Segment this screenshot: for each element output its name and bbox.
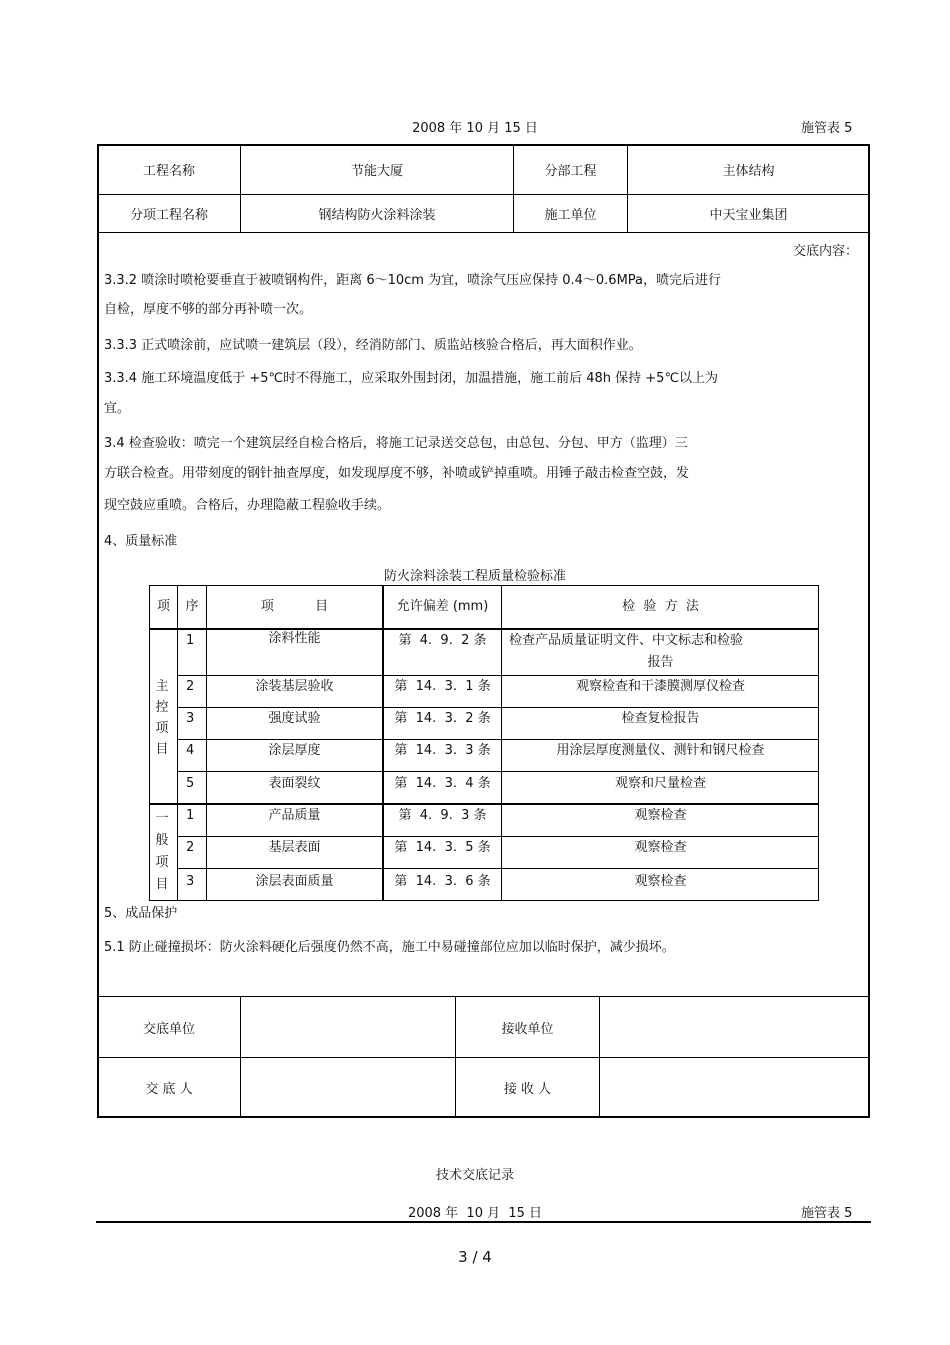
para-3-3-2-line2: 自检，厚度不够的部分再补喷一次。: [104, 302, 313, 317]
qt-row-method: 观察检查和干漆膜测厚仪检查: [575, 679, 745, 694]
qt-row-line: [177, 771, 819, 772]
receiver-unit-label: 接收单位: [501, 1021, 554, 1037]
page-number: 3 / 4: [458, 1248, 492, 1266]
qt-row-seq: 1: [186, 808, 195, 823]
form-number: 施管表 5: [801, 121, 853, 136]
qt-row-line: [177, 836, 819, 837]
qt-row-seq: 2: [186, 679, 195, 694]
qt-header-name: 项 目: [260, 599, 329, 614]
receiver-field[interactable]: [600, 1058, 869, 1117]
para-3-3-4-line1: 3.3.4 施工环境温度低于 +5℃时不得施工，应采取外围封闭，加温措施，施工前后 48h 保持 +5℃以上为: [104, 371, 719, 386]
qt-row-line: [177, 675, 819, 676]
para-3-4-line1: 3.4 检查验收：喷完一个建筑层经自检合格后，将施工记录送交总包，由总包、分包、甲方（监理）三: [104, 436, 688, 451]
qt-row-line: [177, 707, 819, 708]
qt-row-seq: 3: [186, 874, 195, 889]
qt-row-seq: 3: [186, 711, 195, 726]
qt-row-line: [149, 803, 819, 805]
row-divider: [98, 232, 869, 233]
qt-row-tolerance: 第 14. 3. 3 条: [394, 743, 491, 758]
qt-row-tolerance: 第 14. 3. 1 条: [394, 679, 491, 694]
para-3-3-3: 3.3.3 正式喷涂前，应试喷一建筑层（段），经消防部门、质监站核验合格后，再大面积作业。: [104, 338, 642, 353]
footer-form-number: 施管表 5: [801, 1206, 853, 1221]
para-3-4-line2: 方联合检查。用带刻度的钢针抽查厚度，如发现厚度不够，补喷或铲掉重喷。用锤子敲击检查空鼓，发: [104, 466, 690, 481]
receiver-unit-field[interactable]: [600, 997, 869, 1057]
qt-row-method: 检查产品质量证明文件、中文标志和检验: [509, 633, 744, 648]
issuer-unit-field[interactable]: [241, 997, 455, 1057]
qt-row-method: 用涂层厚度测量仪、测针和钢尺检查: [556, 743, 765, 758]
qt-row-name: 涂层厚度: [268, 743, 321, 758]
qt-row-line: [177, 868, 819, 869]
subitem-value: 钢结构防火涂料涂装: [318, 208, 436, 223]
qt-row-line: [177, 739, 819, 740]
para-5-1: 5.1 防止碰撞损坏：防火涂料硬化后强度仍然不高，施工中易碰撞部位应加以临时保护，减少损坏。: [104, 940, 675, 955]
issuer-unit-label: 交底单位: [142, 1021, 195, 1037]
qt-row-name: 基层表面: [268, 840, 321, 855]
qt-row-name: 产品质量: [268, 808, 321, 823]
section-5-heading: 5、成品保护: [104, 906, 178, 921]
qt-row-name: 强度试验: [268, 711, 321, 726]
qt-row-method-cont: 报告: [647, 655, 674, 670]
project-name-label: 工程名称: [142, 164, 195, 179]
content-label: 交底内容：: [793, 244, 859, 259]
footer-title: 技术交底记录: [435, 1168, 514, 1183]
qt-row-method: 观察和尺量检查: [614, 776, 706, 791]
qt-col-line: [177, 585, 178, 901]
group-main-control: 主控项目: [155, 679, 169, 757]
contractor-value: 中天宝业集团: [709, 208, 788, 223]
qt-header-method: 检 验 方 法: [622, 599, 699, 614]
issuer-label: 交 底 人: [145, 1082, 193, 1097]
qt-row-seq: 1: [186, 633, 195, 648]
qt-row-name: 表面裂纹: [268, 776, 321, 791]
division-label: 分部工程: [544, 164, 597, 179]
table-title: 防火涂料涂装工程质量检验标准: [383, 569, 566, 584]
qt-row-name: 涂层表面质量: [255, 874, 334, 889]
division-value: 主体结构: [722, 164, 775, 179]
qt-row-seq: 4: [186, 743, 195, 758]
footer-rule: [96, 1221, 871, 1223]
qt-row-tolerance: 第 14. 3. 4 条: [394, 776, 491, 791]
qt-row-seq: 5: [186, 776, 195, 791]
qt-row-method: 观察检查: [634, 874, 687, 889]
contractor-label: 施工单位: [544, 208, 597, 223]
qt-row-method: 检查复检报告: [621, 711, 700, 726]
qt-row-tolerance: 第 4. 9. 3 条: [398, 808, 487, 823]
project-name-value: 节能大厦: [350, 164, 403, 179]
receiver-label: 接 收 人: [503, 1082, 552, 1097]
qt-row-seq: 2: [186, 840, 195, 855]
para-3-3-4-line2: 宜。: [104, 401, 131, 416]
group-general: 一般项目: [155, 811, 169, 892]
qt-row-method: 观察检查: [634, 808, 687, 823]
qt-row-name: 涂料性能: [268, 631, 321, 646]
qt-header-item: 项: [156, 599, 170, 614]
qt-header-seq: 序: [185, 599, 199, 614]
qt-row-name: 涂装基层验收: [255, 679, 334, 694]
para-3-4-line3: 现空鼓应重喷。合格后，办理隐蔽工程验收手续。: [104, 498, 391, 513]
record-date: 2008 年 10 月 15 日: [412, 121, 538, 136]
footer-date: 2008 年 10 月 15 日: [407, 1206, 543, 1221]
section-4-heading: 4、质量标准: [104, 534, 178, 549]
qt-row-tolerance: 第 14. 3. 5 条: [394, 840, 491, 855]
qt-row-tolerance: 第 14. 3. 6 条: [394, 874, 491, 889]
para-3-3-2-line1: 3.3.2 喷涂时喷枪要垂直于被喷钢构件，距离 6～10cm 为宜，喷涂气压应保持 0.4～0.6MPa，喷完后进行: [104, 273, 722, 288]
qt-header-tolerance: 允许偏差 (mm): [396, 599, 489, 614]
subitem-label: 分项工程名称: [129, 208, 208, 223]
qt-row-tolerance: 第 4. 9. 2 条: [398, 633, 487, 648]
qt-row-method: 观察检查: [634, 840, 687, 855]
issuer-field[interactable]: [241, 1058, 455, 1117]
qt-row-tolerance: 第 14. 3. 2 条: [394, 711, 491, 726]
